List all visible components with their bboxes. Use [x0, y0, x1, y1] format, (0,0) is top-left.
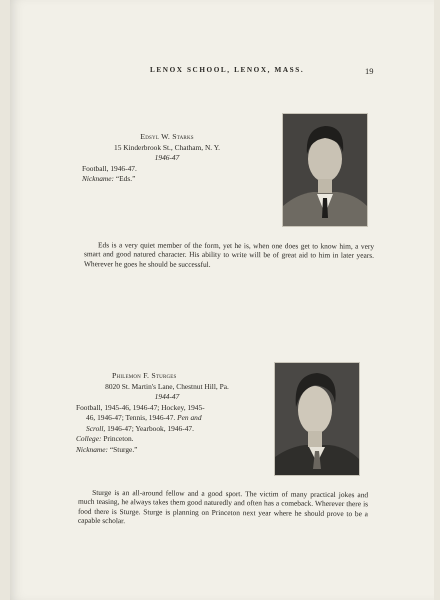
senior-name: Philemon F. Sturges	[112, 371, 177, 380]
running-header: LENOX SCHOOL, LENOX, MASS.	[150, 66, 305, 74]
senior-nickname: “Sturge.”	[109, 444, 138, 454]
page-number: 19	[365, 66, 374, 76]
senior-portrait-photo	[274, 362, 360, 476]
senior-nickname: “Eds.”	[115, 174, 136, 183]
senior-name: Edsyl W. Starks	[140, 132, 194, 141]
portrait-image	[275, 363, 359, 475]
nickname-label: Nickname:	[76, 444, 109, 454]
senior-portrait-photo	[282, 113, 368, 227]
senior-activities: Football, 1946-47.	[82, 163, 137, 173]
senior-activities: Football, 1945-46, 1946-47; Hockey, 1945- 46, 1946-47; Tennis, 1946-47. Pen and Scroll, 1946-47; Yearbook, 1946-47.	[76, 402, 205, 433]
senior-years: 1944-47	[154, 392, 180, 401]
senior-nickname-line	[76, 445, 268, 456]
senior-description: Sturge is an all-around fellow and a good sport. The victim of many practical jokes and much teasing, he always takes them good naturedly and often has a comeback. Wherever there is food there is Sturge. Sturge is planning on Princeton next year where he should prove to be a capable scholar.	[77, 487, 369, 526]
senior-entry-2	[76, 371, 268, 455]
senior-address: 8020 St. Martin's Lane, Chestnut Hill, Pa.	[105, 381, 229, 391]
portrait-image	[283, 114, 367, 226]
nickname-label: Nickname:	[82, 174, 115, 183]
senior-nickname-line	[82, 174, 272, 185]
senior-address: 15 Kinderbrook St., Chatham, N. Y.	[114, 142, 220, 152]
senior-description: Eds is a very quiet member of the form, yet he is, when one does get to know him, a very smart and good natured character. His ability to write will be of great aid to him in later years. Wherever he goes he should be successful.	[83, 240, 375, 269]
senior-college: Princeton.	[103, 434, 134, 443]
senior-entry-1	[82, 132, 272, 185]
senior-college-line	[76, 434, 268, 445]
senior-years: 1946-47	[154, 153, 180, 162]
college-label: College:	[76, 434, 102, 443]
